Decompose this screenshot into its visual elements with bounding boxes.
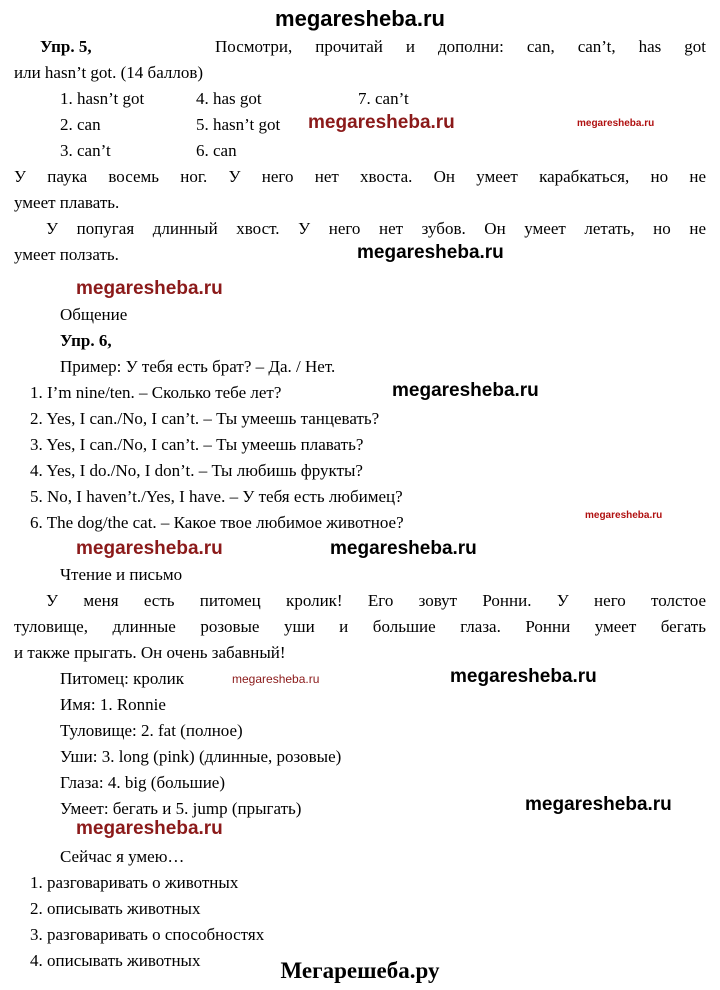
watermark: megaresheba.ru	[330, 538, 477, 559]
reading-paragraph-line2: туловище, длинные розовые уши и большие глаза. Ронни умеет бегать	[14, 617, 706, 636]
answer-4: 4. has got	[196, 89, 262, 108]
now-i-can-heading: Сейчас я умею…	[60, 847, 185, 866]
exercise6-item: 3. Yes, I can./No, I can’t. – Ты умеешь плавать?	[30, 435, 364, 454]
can-line: Умеет: бегать и 5. jump (прыгать)	[60, 799, 302, 818]
watermark: megaresheba.ru	[450, 666, 597, 687]
answer-3: 3. can’t	[60, 141, 111, 160]
exercise5-task-line1: Посмотри, прочитай и дополни: can, can’t, has got	[215, 37, 706, 56]
exercise6-label: Упр. 6,	[60, 331, 112, 350]
watermark: megaresheba.ru	[525, 794, 672, 815]
exercise6-item: 1. I’m nine/ten. – Сколько тебе лет?	[30, 383, 282, 402]
answer-5: 5. hasn’t got	[196, 115, 281, 134]
name-line: Имя: 1. Ronnie	[60, 695, 166, 714]
pet-line: Питомец: кролик	[60, 669, 185, 688]
exercise6-example: Пример: У тебя есть брат? – Да. / Нет.	[60, 357, 336, 376]
exercise6-item: 6. The dog/the cat. – Какое твое любимое животное?	[30, 513, 404, 532]
exercise6-item: 4. Yes, I do./No, I don’t. – Ты любишь фрукты?	[30, 461, 363, 480]
eyes-line: Глаза: 4. big (большие)	[60, 773, 226, 792]
watermark: megaresheba.ru	[76, 538, 223, 559]
answer-7: 7. can’t	[358, 89, 409, 108]
spider-paragraph-line1: У паука восемь ног. У него нет хвоста. Он умеет карабкаться, но не	[14, 167, 706, 186]
exercise6-item: 5. No, I haven’t./Yes, I have. – У тебя есть любимец?	[30, 487, 403, 506]
reading-heading: Чтение и письмо	[60, 565, 183, 584]
exercise5-task-line2: или hasn’t got. (14 баллов)	[14, 63, 204, 82]
now-i-can-item: 1. разговаривать о животных	[30, 873, 239, 892]
watermark: megaresheba.ru	[585, 510, 663, 521]
now-i-can-item: 4. описывать животных	[30, 951, 201, 970]
now-i-can-item: 2. описывать животных	[30, 899, 201, 918]
now-i-can-item: 3. разговаривать о способностях	[30, 925, 265, 944]
watermark: megaresheba.ru	[232, 672, 320, 686]
ears-line: Уши: 3. long (pink) (длинные, розовые)	[60, 747, 342, 766]
exercise6-item: 2. Yes, I can./No, I can’t. – Ты умеешь танцевать?	[30, 409, 380, 428]
answer-1: 1. hasn’t got	[60, 89, 145, 108]
reading-paragraph-line1: У меня есть питомец кролик! Его зовут Ронни. У него толстое	[46, 591, 706, 610]
answer-6: 6. can	[196, 141, 237, 160]
watermark: megaresheba.ru	[76, 818, 223, 839]
exercise5-label: Упр. 5,	[40, 37, 92, 56]
body-line: Туловище: 2. fat (полное)	[60, 721, 243, 740]
answer-2: 2. can	[60, 115, 101, 134]
site-footer-title: Мегарешеба.ру	[280, 958, 440, 983]
parrot-paragraph-line1: У попугая длинный хвост. У него нет зубов. Он умеет летать, но не	[46, 219, 706, 238]
watermark: megaresheba.ru	[357, 242, 504, 263]
watermark: megaresheba.ru	[308, 112, 455, 133]
parrot-paragraph-line2: умеет ползать.	[14, 245, 119, 264]
watermark: megaresheba.ru	[577, 118, 655, 129]
spider-paragraph-line2: умеет плавать.	[14, 193, 120, 212]
reading-paragraph-line3: и также прыгать. Он очень забавный!	[14, 643, 286, 662]
watermark: megaresheba.ru	[76, 278, 223, 299]
site-watermark-header: megaresheba.ru	[275, 6, 445, 31]
watermark: megaresheba.ru	[392, 380, 539, 401]
communication-heading: Общение	[60, 305, 128, 324]
